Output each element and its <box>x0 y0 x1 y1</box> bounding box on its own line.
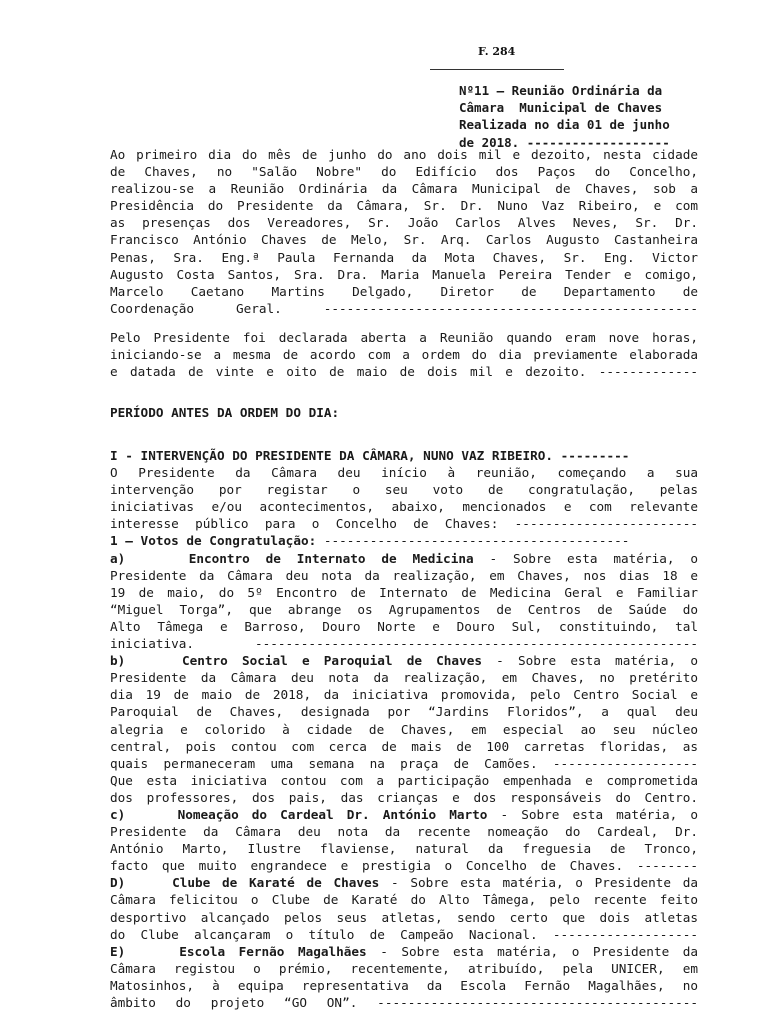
voto-item-heading <box>110 806 698 823</box>
intro-line: Augusto Costa Santos, Sra. Dra. Maria Manuela Pereira Tender e comigo, <box>110 266 698 282</box>
voto-item-line: “Miguel Torga”, que abrange os Agrupamentos de Centros de Saúde do <box>110 601 698 617</box>
opening-line: Pelo Presidente foi declarada aberta a Reunião quando eram nove horas, <box>110 330 698 345</box>
page-number-rule <box>430 69 564 70</box>
voto-item-line: dos professores, dos pais, das crianças e dos responsáveis do Centro. <box>110 789 698 805</box>
voto-item-line: iniciativa. ---------------------------------------------------------- <box>110 636 698 652</box>
votos-heading: 1 – Votos de Congratulação: <box>110 533 317 549</box>
presidente-line: O Presidente da Câmara deu início à reunião, começando a sua <box>110 465 698 481</box>
presidente-line: intervenção por registar o seu voto de congratulação, pelas <box>110 482 698 498</box>
voto-item <box>110 806 698 874</box>
voto-item-title: Clube de Karaté de Chaves <box>172 875 380 891</box>
intro-line: Penas, Sra. Eng.ª Paula Fernanda da Mota Chaves, Sr. Eng. Victor <box>110 249 698 265</box>
opening-paragraph <box>110 329 698 380</box>
voto-item-line: 19 de maio, do 5º Encontro de Internato de Medicina Geral e Familiar <box>110 584 698 600</box>
voto-item-heading <box>110 652 698 669</box>
voto-item <box>110 943 698 1011</box>
voto-item-line: Presidente da Câmara deu nota da realização, em Chaves, no pretérito <box>110 670 698 686</box>
minutes-title <box>459 82 701 151</box>
voto-item-line: facto que muito engrandece e prestigia o Concelho de Chaves. -------- <box>110 858 698 874</box>
voto-item-line: Presidente da Câmara deu nota da realização, em Chaves, nos dias 18 e <box>110 567 698 583</box>
voto-item-lead: - Sobre esta matéria, o <box>487 806 698 822</box>
intro-line: Francisco António Chaves de Melo, Sr. Arq. Carlos Augusto Castanheira <box>110 232 698 248</box>
voto-item <box>110 874 698 942</box>
voto-item-line: Presidente da Câmara deu nota da recente nomeação do Cardeal, Dr. <box>110 824 698 840</box>
presidente-line: iniciativas e/ou acontecimentos, abaixo, mencionados e com relevante <box>110 499 698 515</box>
voto-item-heading <box>110 874 698 891</box>
intro-line: Coordenação Geral. ------------------------------------------------- <box>110 300 698 316</box>
voto-item-line: Câmara felicitou o Clube de Karaté do Alto Tâmega, pelo recente feito <box>110 892 698 908</box>
voto-item-title: Escola Fernão Magalhães <box>179 943 367 959</box>
presidente-line: interesse público para o Concelho de Chaves: ------------------------ <box>110 516 698 532</box>
voto-item <box>110 550 698 653</box>
voto-item-lead: - Sobre esta matéria, o <box>473 550 698 566</box>
votos-dashes: ---------------------------------------- <box>316 533 630 549</box>
voto-item-line: Paroquial de Chaves, designada por “Jardins Floridos”, a qual deu <box>110 704 698 720</box>
intro-paragraph <box>110 146 698 317</box>
intro-line: as presenças dos Vereadores, Sr. João Carlos Alves Neves, Sr. Dr. <box>110 215 698 231</box>
voto-item-heading <box>110 550 698 567</box>
voto-item-line: do Clube alcançaram o título de Campeão Nacional. ------------------- <box>110 926 698 942</box>
opening-line: iniciando-se a mesma de acordo com a ordem do dia previamente elaborada <box>110 347 698 363</box>
voto-item-heading <box>110 943 698 960</box>
voto-item-line: alegria e colorido à cidade de Chaves, em especial ao seu núcleo <box>110 721 698 737</box>
votos-list <box>110 550 698 1012</box>
voto-item-marker: c) <box>110 806 178 822</box>
subsection-heading: I - INTERVENÇÃO DO PRESIDENTE DA CÂMARA, NUNO VAZ RIBEIRO. --------- <box>110 448 630 463</box>
intro-line: Marcelo Caetano Martins Delgado, Diretor de Departamento de <box>110 283 698 299</box>
voto-item-title: Nomeação do Cardeal Dr. António Marto <box>177 806 488 822</box>
page-number: F. 284 <box>478 45 516 58</box>
voto-item-line: António Marto, Ilustre flaviense, natural da freguesia de Tronco, <box>110 841 698 857</box>
voto-item-line: Câmara registou o prémio, recentemente, atribuído, pela UNICER, em <box>110 960 698 976</box>
voto-item-marker: b) <box>110 653 182 669</box>
voto-item-lead: - Sobre esta matéria, o <box>481 653 698 669</box>
intro-line: realizou-se a Reunião Ordinária da Câmara Municipal de Chaves, sob a <box>110 181 698 197</box>
title-line: Realizada no dia 01 de junho <box>459 117 670 133</box>
voto-item-line: Alto Tâmega e Barroso, Douro Norte e Douro Sul, constituindo, tal <box>110 618 698 634</box>
voto-item-lead: - Sobre esta matéria, o Presidente da <box>379 875 698 891</box>
title-line: de 2018. ------------------- <box>459 134 670 150</box>
voto-item-title: Encontro de Internato de Medicina <box>188 550 474 566</box>
voto-item <box>110 652 698 806</box>
opening-line: e datada de vinte e oito de maio de dois mil e dezoito. ------------- <box>110 364 698 380</box>
voto-item-line: Que esta iniciativa contou com a participação empenhada e comprometida <box>110 772 698 788</box>
voto-item-lead: - Sobre esta matéria, o Presidente da <box>366 943 698 959</box>
voto-item-marker: D) <box>110 875 173 891</box>
presidente-paragraph <box>110 464 698 532</box>
voto-item-title: Centro Social e Paroquial de Chaves <box>181 653 482 669</box>
voto-item-line: dia 19 de maio de 2018, da iniciativa promovida, pelo Centro Social e <box>110 687 698 703</box>
intro-line: Ao primeiro dia do mês de junho do ano dois mil e dezoito, nesta cidade <box>110 147 698 162</box>
voto-item-line: Matosinhos, à equipa representativa da Escola Fernão Magalhães, no <box>110 977 698 993</box>
title-line: Câmara Municipal de Chaves <box>459 100 663 116</box>
presidente-section <box>110 447 698 1011</box>
votos-heading-line <box>110 532 698 549</box>
voto-item-line: quais permaneceram uma semana na praça de Camões. ------------------- <box>110 755 698 771</box>
section-heading: PERÍODO ANTES DA ORDEM DO DIA: <box>110 405 340 420</box>
voto-item-line: âmbito do projeto “GO ON”. ------------------------------------------ <box>110 995 698 1010</box>
intro-line: de Chaves, no "Salão Nobre" do Edifício dos Paços do Concelho, <box>110 164 698 180</box>
voto-item-line: central, pois contou com cerca de mais de 100 carretas floridas, as <box>110 738 698 754</box>
voto-item-marker: E) <box>110 943 180 959</box>
title-line: Nº11 – Reunião Ordinária da <box>459 83 663 98</box>
intro-line: Presidência do Presidente da Câmara, Sr. Dr. Nuno Vaz Ribeiro, e com <box>110 198 698 214</box>
voto-item-marker: a) <box>110 550 189 566</box>
voto-item-line: desportivo alcançado pelos seus atletas, sendo certo que dois atletas <box>110 909 698 925</box>
